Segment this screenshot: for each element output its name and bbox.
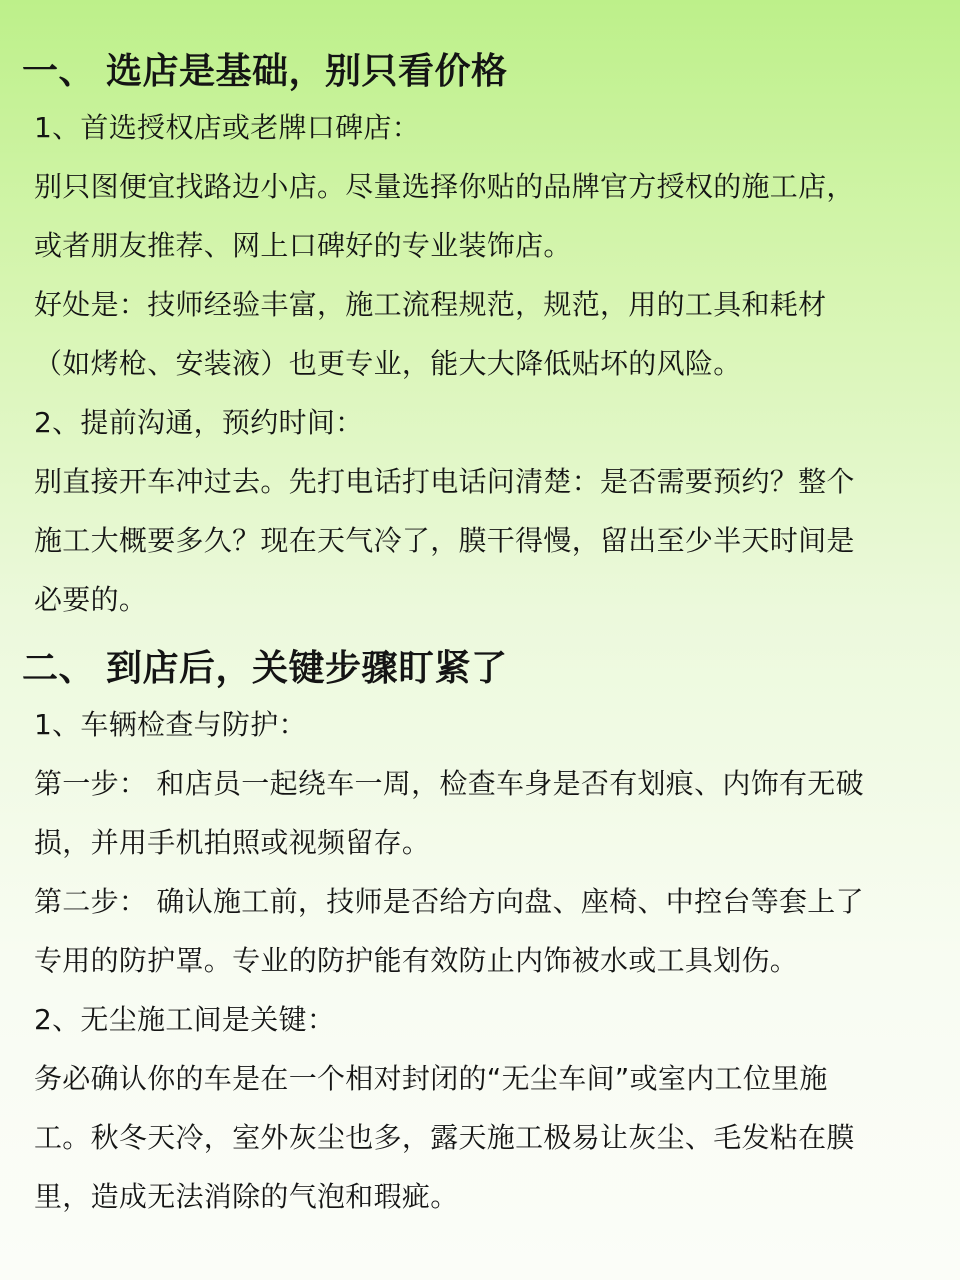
paragraph-line: 里，造成无法消除的气泡和瑕疵。 — [34, 1180, 459, 1213]
paragraph-line: 损，并用手机拍照或视频留存。 — [34, 826, 431, 859]
paragraph-line: 别直接开车冲过去。先打电话打电话问清楚：是否需要预约？整个 — [34, 465, 855, 498]
paragraph-line: 2、无尘施工间是关键： — [34, 1003, 336, 1036]
section-title-text: 到店后，关键步骤盯紧了 — [106, 648, 508, 689]
paragraph-line: 第一步： 和店员一起绕车一周，检查车身是否有划痕、内饰有无破 — [34, 767, 864, 800]
paragraph-line: 2、提前沟通，预约时间： — [34, 406, 364, 439]
section-number: 二、 — [22, 648, 96, 689]
paragraph-line: 好处是：技师经验丰富，施工流程规范，规范，用的工具和耗材 — [34, 288, 827, 321]
section-spacer — [0, 629, 960, 643]
paragraph-line: 或者朋友推荐、网上口碑好的专业装饰店。 — [34, 229, 572, 262]
paragraph-line: 必要的。 — [34, 583, 148, 616]
paragraph-line: 1、首选授权店或老牌口碑店： — [34, 111, 421, 144]
paragraph-line: 专用的防护罩。专业的防护能有效防止内饰被水或工具划伤。 — [34, 944, 799, 977]
section-heading-2 — [22, 643, 960, 695]
section-heading-1 — [22, 46, 960, 98]
paragraph-line: 别只图便宜找路边小店。尽量选择你贴的品牌官方授权的施工店， — [34, 170, 855, 203]
paragraph-line: 工。秋冬天冷，室外灰尘也多，露天施工极易让灰尘、毛发粘在膜 — [34, 1121, 855, 1154]
section-number: 一、 — [22, 51, 96, 92]
paragraph-line: 第二步： 确认施工前，技师是否给方向盘、座椅、中控台等套上了 — [34, 885, 864, 918]
paragraph-line: 务必确认你的车是在一个相对封闭的“无尘车间”或室内工位里施 — [34, 1062, 828, 1095]
paragraph-line: 1、车辆检查与防护： — [34, 708, 307, 741]
section-title-text: 选店是基础，别只看价格 — [106, 51, 508, 92]
paragraph-line: （如烤枪、安装液）也更专业，能大大降低贴坏的风险。 — [34, 347, 742, 380]
paragraph-line: 施工大概要多久？现在天气冷了，膜干得慢，留出至少半天时间是 — [34, 524, 855, 557]
